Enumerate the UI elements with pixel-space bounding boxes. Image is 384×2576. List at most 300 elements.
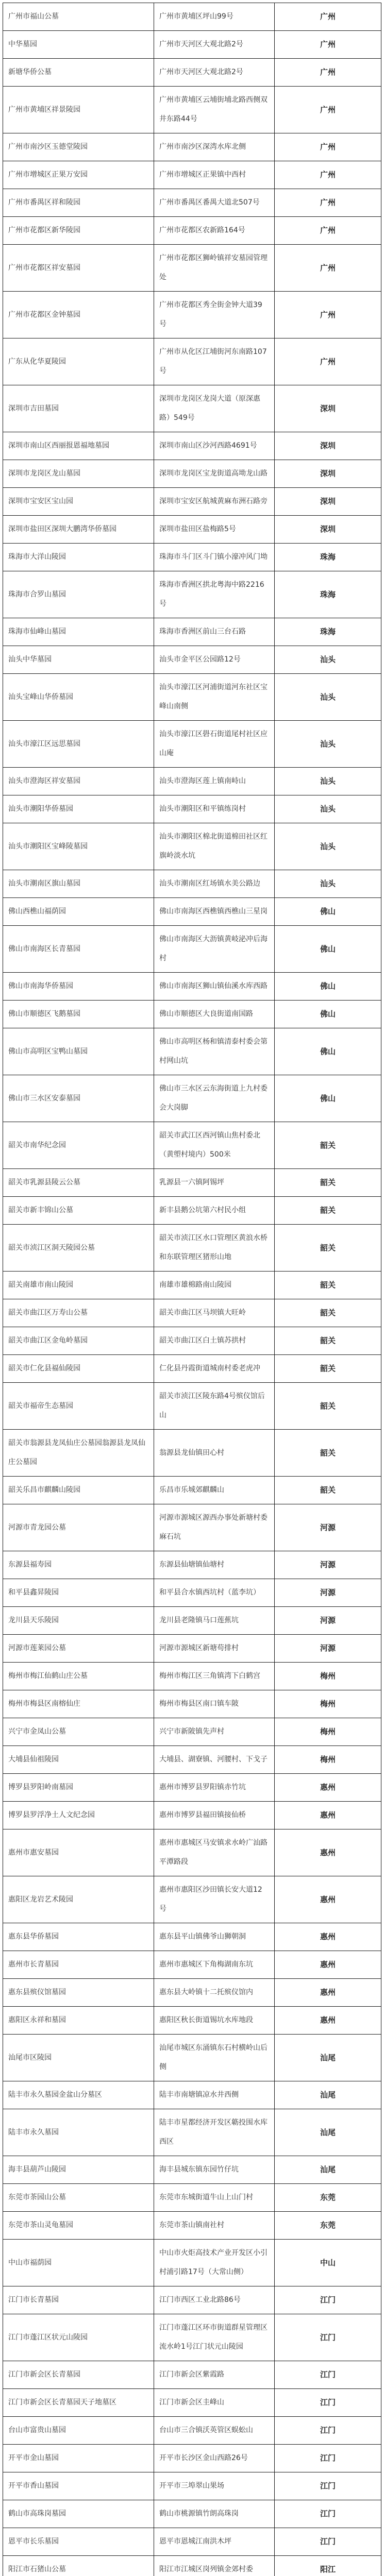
table-row — [3, 338, 381, 385]
cemetery-city-cell: 韶关 — [275, 1225, 381, 1272]
cemetery-city-cell: 惠州 — [275, 1923, 381, 1951]
cemetery-name-cell: 汕头宝峰山华侨墓园 — [3, 674, 154, 721]
cemetery-name-cell: 广州市增城区正果万安园 — [3, 161, 154, 189]
table-row — [3, 2081, 381, 2109]
cemetery-address-cell: 广州市增城区正果镇中西村 — [154, 161, 275, 189]
table-row — [3, 385, 381, 432]
cemetery-city-cell: 广州 — [275, 245, 381, 292]
table-row — [3, 1504, 381, 1551]
cemetery-address-cell: 中山市火炬高技术产业开发区小引村浦引路17号（大常山侧） — [154, 2240, 275, 2286]
cemetery-city-cell: 广州 — [275, 133, 381, 161]
table-row — [3, 217, 381, 245]
cemetery-address-cell: 江门市新会区圭峰山 — [154, 2389, 275, 2417]
table-row — [3, 292, 381, 338]
cemetery-name-cell: 博罗县罗浮净土人文纪念园 — [3, 1802, 154, 1829]
cemetery-address-cell: 台山市三合镇沃英管区蜈蚣山 — [154, 2417, 275, 2445]
cemetery-address-cell: 汕头市濠江区礐石街道尾村社区应山庵 — [154, 721, 275, 768]
cemetery-name-cell: 汕头市潮阳华侨墓园 — [3, 795, 154, 823]
cemetery-address-cell: 深圳市龙岗区龙岗大道（原深惠路）549号 — [154, 385, 275, 432]
table-row — [3, 1225, 381, 1272]
cemetery-name-cell: 广州市花都区金钟墓园 — [3, 292, 154, 338]
cemetery-city-cell: 汕头 — [275, 768, 381, 795]
table-row — [3, 2556, 381, 2576]
cemetery-city-cell: 佛山 — [275, 1028, 381, 1075]
cemetery-name-cell: 珠海市大洋山陵园 — [3, 544, 154, 571]
cemetery-name-cell: 梅州市梅江仙鹤山庄公墓 — [3, 1663, 154, 1690]
cemetery-name-cell: 阳江市石猪山公墓 — [3, 2556, 154, 2576]
cemetery-city-cell: 佛山 — [275, 973, 381, 1001]
cemetery-name-cell: 惠州市惠安墓园 — [3, 1829, 154, 1876]
cemetery-address-cell: 陆丰市星都经济开发区簕投围水库西区 — [154, 2109, 275, 2156]
cemetery-city-cell: 汕头 — [275, 870, 381, 898]
cemetery-address-cell: 广州市花都区秀全街金钟大道39号 — [154, 292, 275, 338]
cemetery-city-cell: 深圳 — [275, 460, 381, 488]
cemetery-address-cell: 惠阳区秋长街道锡坑水库地段 — [154, 2007, 275, 2035]
cemetery-city-cell: 汕头 — [275, 823, 381, 870]
cemetery-name-cell: 珠海市仙峰山墓园 — [3, 618, 154, 646]
cemetery-address-cell: 汕头市金平区公园路12号 — [154, 646, 275, 674]
table-row — [3, 898, 381, 926]
table-row — [3, 1197, 381, 1225]
table-row — [3, 1551, 381, 1579]
cemetery-name-cell: 江门市新会区长青墓园天子地墓区 — [3, 2389, 154, 2417]
table-row — [3, 2035, 381, 2081]
cemetery-address-cell: 韶关市武江区西河镇山焦村委北（黄塱村境内）500米 — [154, 1122, 275, 1169]
cemetery-city-cell: 韶关 — [275, 1355, 381, 1383]
table-row — [3, 646, 381, 674]
table-row — [3, 1951, 381, 1979]
cemetery-address-cell: 汕头市濠江区河浦街道河东社区宝峰山南侧 — [154, 674, 275, 721]
table-row — [3, 1979, 381, 2007]
cemetery-city-cell: 河源 — [275, 1504, 381, 1551]
table-row — [3, 245, 381, 292]
cemetery-city-cell: 河源 — [275, 1551, 381, 1579]
cemetery-address-cell: 佛山市南海区狮山镇仙溪水库西路 — [154, 973, 275, 1001]
cemetery-name-cell: 佛山西樵山福荫园 — [3, 898, 154, 926]
cemetery-name-cell: 深圳市吉田墓园 — [3, 385, 154, 432]
cemetery-address-cell: 惠州市博罗县福田镇接仙桥 — [154, 1802, 275, 1829]
cemetery-address-cell: 恩平市恩城江南洪木坪 — [154, 2528, 275, 2556]
cemetery-city-cell: 深圳 — [275, 385, 381, 432]
cemetery-city-cell: 深圳 — [275, 516, 381, 544]
cemetery-name-cell: 深圳市盐田区深圳大鹏湾华侨墓园 — [3, 516, 154, 544]
cemetery-name-cell: 深圳市宝安区宝山园 — [3, 488, 154, 516]
cemetery-name-cell: 深圳市南山区西丽报恩福地墓园 — [3, 432, 154, 460]
cemetery-name-cell: 惠东县殡仪馆墓园 — [3, 1979, 154, 2007]
cemetery-city-cell: 广州 — [275, 59, 381, 87]
cemetery-table — [3, 3, 381, 2576]
cemetery-address-cell: 珠海市香洲区前山三台石路 — [154, 618, 275, 646]
cemetery-address-cell: 新丰县鹅公坑第六村民小组 — [154, 1197, 275, 1225]
table-row — [3, 870, 381, 898]
cemetery-address-cell: 广州市天河区大观北路2号 — [154, 31, 275, 59]
cemetery-city-cell: 广州 — [275, 292, 381, 338]
cemetery-city-cell: 江门 — [275, 2472, 381, 2500]
table-row — [3, 2389, 381, 2417]
cemetery-name-cell: 深圳市龙岗区龙山墓园 — [3, 460, 154, 488]
cemetery-address-cell: 开平市长沙区金山西路26号 — [154, 2445, 275, 2472]
cemetery-name-cell: 韶关市仁化县福仙陵园 — [3, 1355, 154, 1383]
cemetery-city-cell: 韶关 — [275, 1272, 381, 1299]
cemetery-address-cell: 东莞市茶山镇南社村 — [154, 2212, 275, 2240]
table-row — [3, 1774, 381, 1802]
cemetery-name-cell: 汕尾市区陵园 — [3, 2035, 154, 2081]
cemetery-name-cell: 惠州市长青墓园 — [3, 1951, 154, 1979]
table-row — [3, 1923, 381, 1951]
cemetery-name-cell: 广州市南沙区玉德堂陵园 — [3, 133, 154, 161]
cemetery-address-cell: 韶关市浈江区陵东路4号殡仪馆后山 — [154, 1383, 275, 1430]
cemetery-address-cell: 仁化县丹霞街道城南村委老虎冲 — [154, 1355, 275, 1383]
table-row — [3, 674, 381, 721]
cemetery-city-cell: 广州 — [275, 217, 381, 245]
cemetery-address-cell: 陆丰市南塘镇凉水井西侧 — [154, 2081, 275, 2109]
cemetery-name-cell: 江门市蓬江区状元山陵园 — [3, 2314, 154, 2361]
cemetery-address-cell: 佛山市顺德区大良街道南国路 — [154, 1001, 275, 1028]
cemetery-address-cell: 梅州市梅江区三角镇湾下白鹤宫 — [154, 1663, 275, 1690]
cemetery-city-cell: 惠州 — [275, 1979, 381, 2007]
table-row — [3, 823, 381, 870]
cemetery-address-cell: 广州市天河区大观北路2号 — [154, 59, 275, 87]
cemetery-address-cell: 广州市南沙区深湾水库北侧 — [154, 133, 275, 161]
cemetery-name-cell: 和平县鑫昇陵园 — [3, 1579, 154, 1607]
cemetery-name-cell: 新塘华侨公墓 — [3, 59, 154, 87]
cemetery-address-cell: 广州市花都区农新路164号 — [154, 217, 275, 245]
cemetery-city-cell: 深圳 — [275, 488, 381, 516]
table-row — [3, 1607, 381, 1635]
cemetery-name-cell: 佛山市高明区宝鸭山墓园 — [3, 1028, 154, 1075]
cemetery-address-cell: 东莞市东城街道牛山上山门村 — [154, 2184, 275, 2212]
cemetery-name-cell: 梅州市梅县区南榕仙庄 — [3, 1690, 154, 1718]
cemetery-address-cell: 广州市番禺区番禺大道北507号 — [154, 189, 275, 217]
cemetery-city-cell: 江门 — [275, 2361, 381, 2389]
cemetery-city-cell: 韶关 — [275, 1169, 381, 1197]
cemetery-address-cell: 江门市西区工业北路86号 — [154, 2286, 275, 2314]
cemetery-city-cell: 惠州 — [275, 1774, 381, 1802]
cemetery-name-cell: 惠阳区永祥和墓园 — [3, 2007, 154, 2035]
cemetery-name-cell: 汕头市潮阳区宝峰陵墓园 — [3, 823, 154, 870]
cemetery-name-cell: 博罗县罗阳岭南墓园 — [3, 1774, 154, 1802]
cemetery-address-cell: 佛山市南海区大沥镇黄岐泌冲后海村 — [154, 926, 275, 973]
cemetery-name-cell: 汕头市潮南区旗山墓园 — [3, 870, 154, 898]
cemetery-name-cell: 佛山市三水区安泰墓园 — [3, 1075, 154, 1122]
cemetery-address-cell: 汕头市澄海区莲上镇南峙山 — [154, 768, 275, 795]
cemetery-city-cell: 广州 — [275, 189, 381, 217]
table-row — [3, 31, 381, 59]
cemetery-address-cell: 龙川县老隆镇马口莲蕉坑 — [154, 1607, 275, 1635]
cemetery-name-cell: 东莞市茶山灵龟墓园 — [3, 2212, 154, 2240]
cemetery-city-cell: 佛山 — [275, 926, 381, 973]
cemetery-address-cell: 韶关市曲江区白土镇苏拱村 — [154, 1327, 275, 1355]
cemetery-city-cell: 江门 — [275, 2528, 381, 2556]
table-row — [3, 2212, 381, 2240]
cemetery-city-cell: 珠海 — [275, 571, 381, 618]
cemetery-name-cell: 佛山市南海区长青墓园 — [3, 926, 154, 973]
cemetery-city-cell: 广州 — [275, 87, 381, 133]
table-row — [3, 1327, 381, 1355]
cemetery-city-cell: 韶关 — [275, 1327, 381, 1355]
cemetery-address-cell: 汕头市潮阳区棉北街道棉田社区红旗岭淡水坑 — [154, 823, 275, 870]
table-row — [3, 1272, 381, 1299]
cemetery-city-cell: 广州 — [275, 161, 381, 189]
cemetery-name-cell: 广州市黄埔区祥景陵园 — [3, 87, 154, 133]
cemetery-name-cell: 广州市福山公墓 — [3, 3, 154, 31]
cemetery-city-cell: 汕尾 — [275, 2109, 381, 2156]
cemetery-name-cell: 江门市新会区长青墓园 — [3, 2361, 154, 2389]
cemetery-name-cell: 广州市花都区新华陵园 — [3, 217, 154, 245]
table-row — [3, 544, 381, 571]
table-row — [3, 2007, 381, 2035]
cemetery-name-cell: 台山市富贵山墓园 — [3, 2417, 154, 2445]
table-row — [3, 1635, 381, 1663]
cemetery-address-cell: 广州市黄埔区坪山99号 — [154, 3, 275, 31]
table-row — [3, 516, 381, 544]
cemetery-name-cell: 韶关市曲江区万寿山公墓 — [3, 1299, 154, 1327]
cemetery-city-cell: 韶关 — [275, 1383, 381, 1430]
cemetery-name-cell: 韶关市南华纪念园 — [3, 1122, 154, 1169]
cemetery-address-cell: 汕头市潮南区红场镇水美公路边 — [154, 870, 275, 898]
cemetery-address-cell: 翁源县龙仙镇田心村 — [154, 1430, 275, 1477]
cemetery-name-cell: 佛山市顺德区飞鹅墓园 — [3, 1001, 154, 1028]
table-row — [3, 189, 381, 217]
cemetery-address-cell: 韶关市浈江区水口管理区黄浪水桥和东联管理区猪形山地 — [154, 1225, 275, 1272]
cemetery-address-cell: 梅州市梅县区南口镇车陂 — [154, 1690, 275, 1718]
cemetery-address-cell: 佛山市三水区云东海街道上九村委会大岗脚 — [154, 1075, 275, 1122]
cemetery-address-cell: 惠州市博罗县罗阳镇赤竹坑 — [154, 1774, 275, 1802]
cemetery-name-cell: 江门市长青墓园 — [3, 2286, 154, 2314]
cemetery-name-cell: 中华墓园 — [3, 31, 154, 59]
cemetery-address-cell: 佛山市南海区西樵镇西樵山三星岗 — [154, 898, 275, 926]
cemetery-city-cell: 梅州 — [275, 1690, 381, 1718]
cemetery-address-cell: 深圳市宝安区航城黄麻布洲石路旁 — [154, 488, 275, 516]
cemetery-city-cell: 佛山 — [275, 1075, 381, 1122]
cemetery-address-cell: 广州市花都区狮岭镇祥安墓园管理处 — [154, 245, 275, 292]
cemetery-address-cell: 东源县仙塘镇仙塘村 — [154, 1551, 275, 1579]
cemetery-name-cell: 珠海市合罗山墓园 — [3, 571, 154, 618]
table-row — [3, 3, 381, 31]
table-row — [3, 571, 381, 618]
cemetery-city-cell: 汕头 — [275, 646, 381, 674]
cemetery-address-cell: 乳源县一六镇阿锡坪 — [154, 1169, 275, 1197]
table-row — [3, 2286, 381, 2314]
cemetery-address-cell: 汕尾市城区东涌镇东石村横岭山后侧 — [154, 2035, 275, 2081]
cemetery-city-cell: 东莞 — [275, 2212, 381, 2240]
cemetery-name-cell: 广州市花都区祥安墓园 — [3, 245, 154, 292]
table-row — [3, 618, 381, 646]
cemetery-name-cell: 汕头中华墓园 — [3, 646, 154, 674]
cemetery-address-cell: 惠州市惠城区马安镇求水岭广汕路平潭路段 — [154, 1829, 275, 1876]
cemetery-name-cell: 韶关市曲江区金龟岭墓园 — [3, 1327, 154, 1355]
cemetery-name-cell: 河源市莲莱园公墓 — [3, 1635, 154, 1663]
table-row — [3, 2156, 381, 2184]
cemetery-city-cell: 江门 — [275, 2286, 381, 2314]
table-row — [3, 926, 381, 973]
cemetery-city-cell: 广州 — [275, 31, 381, 59]
table-row — [3, 2500, 381, 2528]
table-row — [3, 488, 381, 516]
cemetery-address-cell: 江门市新会区紫霞路 — [154, 2361, 275, 2389]
cemetery-name-cell: 广东从化华夏陵园 — [3, 338, 154, 385]
cemetery-city-cell: 梅州 — [275, 1718, 381, 1746]
cemetery-address-cell: 广州市黄埔区云埔街埔北路西侧双井东路44号 — [154, 87, 275, 133]
cemetery-city-cell: 韶关 — [275, 1122, 381, 1169]
cemetery-address-cell: 广州市从化区江埔街河东南路107号 — [154, 338, 275, 385]
cemetery-city-cell: 韶关 — [275, 1299, 381, 1327]
cemetery-city-cell: 河源 — [275, 1635, 381, 1663]
table-row — [3, 2109, 381, 2156]
table-row — [3, 1802, 381, 1829]
table-row — [3, 973, 381, 1001]
cemetery-address-cell: 河源市源城区新塘苟排村 — [154, 1635, 275, 1663]
cemetery-name-cell: 惠东县华侨墓园 — [3, 1923, 154, 1951]
cemetery-name-cell: 东源县福寿园 — [3, 1551, 154, 1579]
cemetery-address-cell: 惠东县平山镇佛爷山狮朝洞 — [154, 1923, 275, 1951]
cemetery-city-cell: 江门 — [275, 2500, 381, 2528]
cemetery-name-cell: 佛山市南海华侨墓园 — [3, 973, 154, 1001]
cemetery-city-cell: 佛山 — [275, 1001, 381, 1028]
cemetery-address-cell: 南雄市雄棉路南山陵园 — [154, 1272, 275, 1299]
cemetery-address-cell: 鹤山市桃源镇竹朗高珠岗 — [154, 2500, 275, 2528]
table-row — [3, 1477, 381, 1504]
cemetery-city-cell: 梅州 — [275, 1746, 381, 1774]
table-row — [3, 1299, 381, 1327]
cemetery-name-cell: 韶关市新丰锦山公墓 — [3, 1197, 154, 1225]
cemetery-city-cell: 梅州 — [275, 1663, 381, 1690]
cemetery-city-cell: 广州 — [275, 338, 381, 385]
table-row — [3, 1430, 381, 1477]
cemetery-city-cell: 东莞 — [275, 2184, 381, 2212]
table-row — [3, 2472, 381, 2500]
table-row — [3, 721, 381, 768]
table-row — [3, 1690, 381, 1718]
cemetery-name-cell: 开平市香山墓园 — [3, 2472, 154, 2500]
table-row — [3, 460, 381, 488]
table-row — [3, 1355, 381, 1383]
table-row — [3, 1663, 381, 1690]
cemetery-city-cell: 汕尾 — [275, 2156, 381, 2184]
cemetery-address-cell: 佛山市高明区杨和镇清泰村委会第村网山坑 — [154, 1028, 275, 1075]
cemetery-city-cell: 惠州 — [275, 1876, 381, 1923]
cemetery-name-cell: 韶关乐昌市麒麟山陵园 — [3, 1477, 154, 1504]
cemetery-city-cell: 惠州 — [275, 1951, 381, 1979]
cemetery-address-cell: 乐昌市乐城郊麒麟山 — [154, 1477, 275, 1504]
cemetery-address-cell: 深圳市盐田区盐梅路5号 — [154, 516, 275, 544]
cemetery-city-cell: 汕头 — [275, 674, 381, 721]
cemetery-city-cell: 韶关 — [275, 1197, 381, 1225]
cemetery-name-cell: 韶关市福帝生态墓园 — [3, 1383, 154, 1430]
cemetery-name-cell: 兴宁市金凤山公墓 — [3, 1718, 154, 1746]
table-row — [3, 1028, 381, 1075]
cemetery-name-cell: 广州市番禺区祥和陵园 — [3, 189, 154, 217]
cemetery-city-cell: 江门 — [275, 2417, 381, 2445]
table-row — [3, 161, 381, 189]
cemetery-city-cell: 韶关 — [275, 1430, 381, 1477]
cemetery-name-cell: 惠阳区龙岩艺术陵园 — [3, 1876, 154, 1923]
cemetery-city-cell: 韶关 — [275, 1477, 381, 1504]
cemetery-city-cell: 惠州 — [275, 1802, 381, 1829]
table-row — [3, 2528, 381, 2556]
cemetery-name-cell: 韶关市浈江区洞天陵园公墓 — [3, 1225, 154, 1272]
table-row — [3, 1122, 381, 1169]
cemetery-address-cell: 韶关市曲江区马坝镇大旺岭 — [154, 1299, 275, 1327]
cemetery-name-cell: 陆丰市永久墓园金盆山分墓区 — [3, 2081, 154, 2109]
cemetery-city-cell: 河源 — [275, 1607, 381, 1635]
cemetery-city-cell: 珠海 — [275, 544, 381, 571]
table-row — [3, 2417, 381, 2445]
cemetery-name-cell: 大埔县仙祖陵园 — [3, 1746, 154, 1774]
table-row — [3, 1579, 381, 1607]
table-row — [3, 2314, 381, 2361]
cemetery-city-cell: 广州 — [275, 3, 381, 31]
cemetery-name-cell: 鹤山市高珠岗墓园 — [3, 2500, 154, 2528]
cemetery-address-cell: 惠东县大岭镇十二托殡仪馆内 — [154, 1979, 275, 2007]
cemetery-address-cell: 珠海市斗门区斗门镇小濠冲风门坳 — [154, 544, 275, 571]
cemetery-address-cell: 汕头市潮阳区和平镇练岗村 — [154, 795, 275, 823]
cemetery-name-cell: 韶关南雄市南山陵园 — [3, 1272, 154, 1299]
cemetery-address-cell: 江门市蓬江区环市街道群星管理区流水岭1号江门状元山陵园 — [154, 2314, 275, 2361]
cemetery-name-cell: 龙川县天乐陵园 — [3, 1607, 154, 1635]
cemetery-city-cell: 江门 — [275, 2314, 381, 2361]
table-row — [3, 1169, 381, 1197]
table-row — [3, 432, 381, 460]
table-row — [3, 1075, 381, 1122]
table-row — [3, 1383, 381, 1430]
cemetery-city-cell: 深圳 — [275, 432, 381, 460]
cemetery-city-cell: 惠州 — [275, 1829, 381, 1876]
table-row — [3, 768, 381, 795]
cemetery-city-cell: 珠海 — [275, 618, 381, 646]
cemetery-name-cell: 河源市青龙园公墓 — [3, 1504, 154, 1551]
cemetery-city-cell: 阳江 — [275, 2556, 381, 2576]
cemetery-name-cell: 韶关市翁源县龙凤仙庄公墓园翁源县龙凤仙庄公墓园 — [3, 1430, 154, 1477]
cemetery-name-cell: 汕头市濠江区远思墓园 — [3, 721, 154, 768]
cemetery-city-cell: 河源 — [275, 1579, 381, 1607]
table-row — [3, 2240, 381, 2286]
table-row — [3, 1001, 381, 1028]
table-row — [3, 2445, 381, 2472]
cemetery-name-cell: 陆丰市永久墓园 — [3, 2109, 154, 2156]
cemetery-address-cell: 深圳市南山区沙河西路4691号 — [154, 432, 275, 460]
table-row — [3, 133, 381, 161]
cemetery-city-cell: 汕头 — [275, 795, 381, 823]
cemetery-address-cell: 大埔县、湖寮镇、河腰村、下戈子 — [154, 1746, 275, 1774]
cemetery-address-cell: 开平市三埠翠山果场 — [154, 2472, 275, 2500]
table-row — [3, 1829, 381, 1876]
table-row — [3, 795, 381, 823]
cemetery-name-cell: 汕头市澄海区祥安墓园 — [3, 768, 154, 795]
cemetery-city-cell: 中山 — [275, 2240, 381, 2286]
cemetery-city-cell: 惠州 — [275, 2007, 381, 2035]
cemetery-address-cell: 河源市源城区源西办事处新塘村委麻石坑 — [154, 1504, 275, 1551]
cemetery-address-cell: 惠州市惠阳区沙田镇长安大道12号 — [154, 1876, 275, 1923]
cemetery-city-cell: 汕尾 — [275, 2035, 381, 2081]
table-row — [3, 1746, 381, 1774]
cemetery-address-cell: 兴宁市新陂镇先声村 — [154, 1718, 275, 1746]
cemetery-name-cell: 韶关市乳源县陵云公墓 — [3, 1169, 154, 1197]
cemetery-name-cell: 开平市金山墓园 — [3, 2445, 154, 2472]
table-body — [3, 3, 381, 2576]
table-row — [3, 1876, 381, 1923]
cemetery-address-cell: 阳江市江城区岗列镇金郊村委 — [154, 2556, 275, 2576]
cemetery-name-cell: 海丰县葫芦山陵园 — [3, 2156, 154, 2184]
cemetery-address-cell: 海丰县城东镇东园竹仔坑 — [154, 2156, 275, 2184]
cemetery-city-cell: 佛山 — [275, 898, 381, 926]
table-row — [3, 87, 381, 133]
cemetery-city-cell: 汕尾 — [275, 2081, 381, 2109]
cemetery-name-cell: 中山市福荫园 — [3, 2240, 154, 2286]
table-row — [3, 59, 381, 87]
cemetery-city-cell: 江门 — [275, 2389, 381, 2417]
cemetery-city-cell: 江门 — [275, 2445, 381, 2472]
